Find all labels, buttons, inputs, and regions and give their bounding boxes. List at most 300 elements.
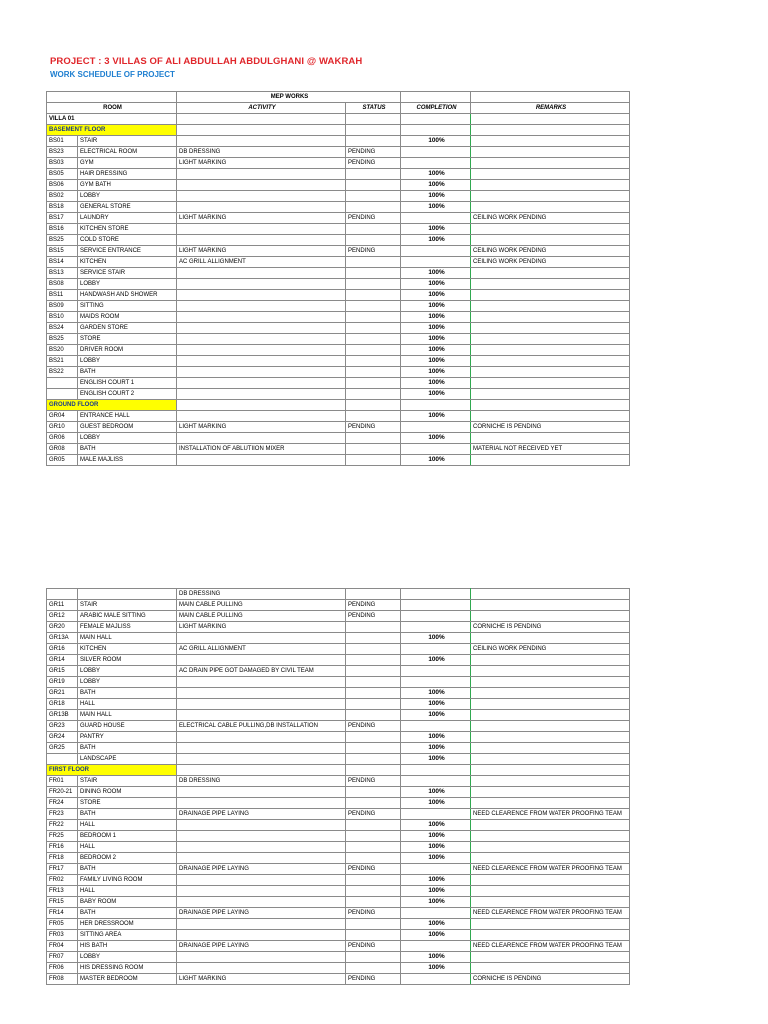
activity-cell: AC GRILL ALLIGNMENT bbox=[177, 644, 346, 655]
status-cell bbox=[346, 180, 401, 191]
status-cell bbox=[346, 268, 401, 279]
completion-cell bbox=[401, 644, 471, 655]
activity-cell bbox=[177, 677, 346, 688]
villa-blank bbox=[177, 114, 346, 125]
table-row bbox=[47, 655, 630, 666]
room-name-cell: MAIN HALL bbox=[78, 710, 177, 721]
section-status-blank bbox=[346, 765, 401, 776]
remarks-cell bbox=[471, 589, 630, 600]
activity-cell bbox=[177, 378, 346, 389]
room-code-cell: GR15 bbox=[47, 666, 78, 677]
completion-cell bbox=[401, 864, 471, 875]
room-name-cell: LOBBY bbox=[78, 677, 177, 688]
room-name-cell bbox=[78, 589, 177, 600]
status-cell: PENDING bbox=[346, 908, 401, 919]
room-code-cell: BS01 bbox=[47, 136, 78, 147]
status-cell bbox=[346, 345, 401, 356]
table-row bbox=[47, 600, 630, 611]
status-cell bbox=[346, 743, 401, 754]
room-code-cell: BS24 bbox=[47, 323, 78, 334]
remarks-cell bbox=[471, 699, 630, 710]
activity-cell bbox=[177, 334, 346, 345]
table-row bbox=[47, 290, 630, 301]
room-code-cell: FR04 bbox=[47, 941, 78, 952]
room-name-cell: ELECTRICAL ROOM bbox=[78, 147, 177, 158]
status-cell: PENDING bbox=[346, 158, 401, 169]
completion-cell bbox=[401, 677, 471, 688]
status-cell bbox=[346, 444, 401, 455]
table-row bbox=[47, 963, 630, 974]
activity-cell bbox=[177, 290, 346, 301]
remarks-cell bbox=[471, 455, 630, 466]
activity-cell bbox=[177, 312, 346, 323]
completion-cell bbox=[401, 809, 471, 820]
status-cell bbox=[346, 290, 401, 301]
room-code-cell: BS06 bbox=[47, 180, 78, 191]
room-name-cell: BATH bbox=[78, 444, 177, 455]
completion-cell: 100% bbox=[401, 930, 471, 941]
table-row bbox=[47, 611, 630, 622]
room-name-cell: LAUNDRY bbox=[78, 213, 177, 224]
table-row bbox=[47, 147, 630, 158]
completion-cell bbox=[401, 158, 471, 169]
status-column-header: STATUS bbox=[346, 103, 401, 114]
activity-cell: MAIN CABLE PULLING bbox=[177, 600, 346, 611]
mep-header-row bbox=[47, 92, 630, 103]
remarks-cell bbox=[471, 312, 630, 323]
remarks-cell bbox=[471, 919, 630, 930]
activity-cell bbox=[177, 389, 346, 400]
status-cell: PENDING bbox=[346, 147, 401, 158]
room-name-cell: LOBBY bbox=[78, 666, 177, 677]
status-cell bbox=[346, 411, 401, 422]
activity-cell bbox=[177, 875, 346, 886]
room-name-cell: GYM BATH bbox=[78, 180, 177, 191]
status-cell bbox=[346, 356, 401, 367]
status-cell bbox=[346, 787, 401, 798]
status-cell bbox=[346, 699, 401, 710]
activity-cell: INSTALLATION OF ABLUTIION MIXER bbox=[177, 444, 346, 455]
room-name-cell: SILVER ROOM bbox=[78, 655, 177, 666]
room-name-cell: BATH bbox=[78, 367, 177, 378]
remarks-cell bbox=[471, 334, 630, 345]
completion-cell: 100% bbox=[401, 787, 471, 798]
table-row bbox=[47, 820, 630, 831]
remarks-cell: CORNICHE IS PENDING bbox=[471, 974, 630, 985]
status-cell: PENDING bbox=[346, 864, 401, 875]
completion-cell bbox=[401, 147, 471, 158]
table-row bbox=[47, 202, 630, 213]
remarks-cell bbox=[471, 952, 630, 963]
activity-cell bbox=[177, 754, 346, 765]
table-row bbox=[47, 422, 630, 433]
activity-cell bbox=[177, 919, 346, 930]
floor-section-row bbox=[47, 765, 630, 776]
completion-cell: 100% bbox=[401, 842, 471, 853]
completion-cell: 100% bbox=[401, 224, 471, 235]
completion-cell bbox=[401, 600, 471, 611]
completion-cell bbox=[401, 444, 471, 455]
floor-section-row bbox=[47, 400, 630, 411]
activity-cell bbox=[177, 301, 346, 312]
activity-cell bbox=[177, 455, 346, 466]
activity-cell bbox=[177, 279, 346, 290]
activity-cell: LIGHT MARKING bbox=[177, 246, 346, 257]
floor-section-label: BASEMENT FLOOR bbox=[47, 125, 177, 136]
room-code-cell: BS20 bbox=[47, 345, 78, 356]
activity-cell bbox=[177, 356, 346, 367]
floor-section-row bbox=[47, 125, 630, 136]
remarks-cell bbox=[471, 433, 630, 444]
project-title: PROJECT : 3 VILLAS OF ALI ABDULLAH ABDULGHANI @ WAKRAH bbox=[50, 56, 363, 67]
status-cell bbox=[346, 875, 401, 886]
remarks-cell bbox=[471, 202, 630, 213]
completion-cell bbox=[401, 589, 471, 600]
room-code-cell: GR20 bbox=[47, 622, 78, 633]
activity-cell: DRAINAGE PIPE LAYING bbox=[177, 908, 346, 919]
table-row bbox=[47, 411, 630, 422]
completion-cell: 100% bbox=[401, 699, 471, 710]
room-name-cell: DRIVER ROOM bbox=[78, 345, 177, 356]
activity-cell: DB DRESSING bbox=[177, 147, 346, 158]
room-name-cell: LOBBY bbox=[78, 279, 177, 290]
activity-cell bbox=[177, 732, 346, 743]
completion-cell: 100% bbox=[401, 732, 471, 743]
remarks-cell bbox=[471, 147, 630, 158]
room-code-cell: GR05 bbox=[47, 455, 78, 466]
remarks-cell bbox=[471, 356, 630, 367]
table-row bbox=[47, 367, 630, 378]
room-name-cell: ENTRANCE HALL bbox=[78, 411, 177, 422]
room-name-cell: HIS DRESSING ROOM bbox=[78, 963, 177, 974]
status-cell bbox=[346, 589, 401, 600]
status-cell bbox=[346, 191, 401, 202]
status-cell bbox=[346, 820, 401, 831]
room-name-cell: ARABIC MALE SITTING bbox=[78, 611, 177, 622]
status-cell bbox=[346, 644, 401, 655]
room-code-cell: BS14 bbox=[47, 257, 78, 268]
activity-cell: LIGHT MARKING bbox=[177, 974, 346, 985]
room-name-cell: GENERAL STORE bbox=[78, 202, 177, 213]
room-name-cell: LOBBY bbox=[78, 191, 177, 202]
completion-cell: 100% bbox=[401, 952, 471, 963]
room-name-cell: KITCHEN bbox=[78, 257, 177, 268]
remarks-cell bbox=[471, 842, 630, 853]
room-name-cell: STAIR bbox=[78, 136, 177, 147]
room-code-cell: GR14 bbox=[47, 655, 78, 666]
remarks-cell bbox=[471, 743, 630, 754]
table-row bbox=[47, 798, 630, 809]
room-code-cell: GR04 bbox=[47, 411, 78, 422]
section-remarks-blank bbox=[471, 765, 630, 776]
room-code-cell: GR11 bbox=[47, 600, 78, 611]
remarks-cell bbox=[471, 831, 630, 842]
completion-cell: 100% bbox=[401, 886, 471, 897]
activity-cell bbox=[177, 345, 346, 356]
remarks-cell bbox=[471, 963, 630, 974]
table-row bbox=[47, 191, 630, 202]
remarks-cell bbox=[471, 798, 630, 809]
completion-cell: 100% bbox=[401, 136, 471, 147]
room-code-cell: BS25 bbox=[47, 235, 78, 246]
room-code-cell: BS18 bbox=[47, 202, 78, 213]
status-cell: PENDING bbox=[346, 600, 401, 611]
room-name-cell: BABY ROOM bbox=[78, 897, 177, 908]
room-code-cell: GR23 bbox=[47, 721, 78, 732]
room-name-cell: STAIR bbox=[78, 600, 177, 611]
status-cell bbox=[346, 334, 401, 345]
completion-cell: 100% bbox=[401, 180, 471, 191]
remarks-cell bbox=[471, 279, 630, 290]
completion-cell: 100% bbox=[401, 853, 471, 864]
room-code-cell: FR22 bbox=[47, 820, 78, 831]
table-row bbox=[47, 312, 630, 323]
table-row bbox=[47, 930, 630, 941]
room-name-cell: SERVICE ENTRANCE bbox=[78, 246, 177, 257]
activity-cell bbox=[177, 411, 346, 422]
room-code-cell: BS02 bbox=[47, 191, 78, 202]
status-cell bbox=[346, 323, 401, 334]
section-completion-blank bbox=[401, 400, 471, 411]
remarks-cell: CEILING WORK PENDING bbox=[471, 257, 630, 268]
remarks-cell bbox=[471, 875, 630, 886]
room-name-cell: ENGLISH COURT 1 bbox=[78, 378, 177, 389]
table-row bbox=[47, 169, 630, 180]
status-cell: PENDING bbox=[346, 611, 401, 622]
table-row bbox=[47, 721, 630, 732]
status-cell bbox=[346, 169, 401, 180]
status-cell bbox=[346, 301, 401, 312]
completion-cell bbox=[401, 776, 471, 787]
room-code-cell: GR13A bbox=[47, 633, 78, 644]
remarks-column-header: REMARKS bbox=[471, 103, 630, 114]
completion-cell: 100% bbox=[401, 798, 471, 809]
remarks-cell bbox=[471, 136, 630, 147]
room-name-cell: HALL bbox=[78, 699, 177, 710]
status-cell bbox=[346, 666, 401, 677]
status-cell bbox=[346, 754, 401, 765]
room-code-cell: GR21 bbox=[47, 688, 78, 699]
room-code-cell: GR06 bbox=[47, 433, 78, 444]
floor-section-label: GROUND FLOOR bbox=[47, 400, 177, 411]
room-name-cell: BATH bbox=[78, 743, 177, 754]
completion-cell: 100% bbox=[401, 290, 471, 301]
activity-cell bbox=[177, 323, 346, 334]
activity-cell bbox=[177, 169, 346, 180]
completion-cell: 100% bbox=[401, 389, 471, 400]
status-cell: PENDING bbox=[346, 213, 401, 224]
completion-cell: 100% bbox=[401, 754, 471, 765]
mep-header-blank bbox=[401, 92, 471, 103]
remarks-cell bbox=[471, 290, 630, 301]
table-row bbox=[47, 919, 630, 930]
schedule-table-top-body bbox=[47, 92, 630, 466]
activity-cell bbox=[177, 897, 346, 908]
room-code-cell: FR13 bbox=[47, 886, 78, 897]
activity-cell: AC DRAIN PIPE GOT DAMAGED BY CIVIL TEAM bbox=[177, 666, 346, 677]
activity-cell: DB DRESSING bbox=[177, 776, 346, 787]
remarks-cell bbox=[471, 754, 630, 765]
activity-cell bbox=[177, 842, 346, 853]
section-completion-blank bbox=[401, 765, 471, 776]
completion-cell: 100% bbox=[401, 279, 471, 290]
remarks-cell bbox=[471, 666, 630, 677]
activity-cell bbox=[177, 952, 346, 963]
villa-blank bbox=[346, 114, 401, 125]
status-cell: PENDING bbox=[346, 941, 401, 952]
table-row bbox=[47, 279, 630, 290]
completion-cell bbox=[401, 622, 471, 633]
status-cell bbox=[346, 655, 401, 666]
section-status-blank bbox=[346, 400, 401, 411]
room-code-cell: FR03 bbox=[47, 930, 78, 941]
status-cell bbox=[346, 853, 401, 864]
room-name-cell: ENGLISH COURT 2 bbox=[78, 389, 177, 400]
completion-cell: 100% bbox=[401, 169, 471, 180]
room-name-cell: KITCHEN STORE bbox=[78, 224, 177, 235]
remarks-cell bbox=[471, 367, 630, 378]
section-activity-blank bbox=[177, 765, 346, 776]
room-name-cell: GUEST BEDROOM bbox=[78, 422, 177, 433]
room-code-cell: BS22 bbox=[47, 367, 78, 378]
status-cell bbox=[346, 688, 401, 699]
status-cell bbox=[346, 389, 401, 400]
table-row bbox=[47, 224, 630, 235]
room-code-cell: FR05 bbox=[47, 919, 78, 930]
remarks-cell: NEED CLEARENCE FROM WATER PROOFING TEAM bbox=[471, 941, 630, 952]
status-cell bbox=[346, 202, 401, 213]
activity-cell: DRAINAGE PIPE LAYING bbox=[177, 809, 346, 820]
status-cell bbox=[346, 886, 401, 897]
room-code-cell: BS17 bbox=[47, 213, 78, 224]
activity-cell: AC GRILL ALLIGNMENT bbox=[177, 257, 346, 268]
status-cell bbox=[346, 378, 401, 389]
room-name-cell: BATH bbox=[78, 688, 177, 699]
completion-cell bbox=[401, 246, 471, 257]
room-code-cell: BS10 bbox=[47, 312, 78, 323]
completion-cell: 100% bbox=[401, 919, 471, 930]
status-cell bbox=[346, 930, 401, 941]
activity-cell bbox=[177, 886, 346, 897]
villa-blank bbox=[401, 114, 471, 125]
room-code-cell: BS13 bbox=[47, 268, 78, 279]
table-row bbox=[47, 688, 630, 699]
room-code-cell: GR12 bbox=[47, 611, 78, 622]
mep-header-blank bbox=[471, 92, 630, 103]
activity-cell: LIGHT MARKING bbox=[177, 158, 346, 169]
activity-cell bbox=[177, 633, 346, 644]
section-remarks-blank bbox=[471, 125, 630, 136]
completion-cell bbox=[401, 908, 471, 919]
activity-cell: LIGHT MARKING bbox=[177, 622, 346, 633]
completion-cell: 100% bbox=[401, 202, 471, 213]
table-row bbox=[47, 246, 630, 257]
status-cell bbox=[346, 622, 401, 633]
table-row bbox=[47, 455, 630, 466]
activity-cell bbox=[177, 831, 346, 842]
status-cell bbox=[346, 831, 401, 842]
section-completion-blank bbox=[401, 125, 471, 136]
room-code-cell: FR02 bbox=[47, 875, 78, 886]
table-row bbox=[47, 666, 630, 677]
remarks-cell bbox=[471, 930, 630, 941]
activity-cell bbox=[177, 688, 346, 699]
remarks-cell: NEED CLEARENCE FROM WATER PROOFING TEAM bbox=[471, 809, 630, 820]
table-row bbox=[47, 345, 630, 356]
remarks-cell: CORNICHE IS PENDING bbox=[471, 422, 630, 433]
table-row bbox=[47, 776, 630, 787]
remarks-cell bbox=[471, 378, 630, 389]
remarks-cell bbox=[471, 688, 630, 699]
table-row bbox=[47, 389, 630, 400]
table-row bbox=[47, 334, 630, 345]
room-name-cell: GYM bbox=[78, 158, 177, 169]
table-row bbox=[47, 875, 630, 886]
mep-works-header: MEP WORKS bbox=[177, 92, 401, 103]
room-name-cell: FEMALE MAJLISS bbox=[78, 622, 177, 633]
remarks-cell bbox=[471, 853, 630, 864]
status-cell bbox=[346, 963, 401, 974]
completion-cell: 100% bbox=[401, 312, 471, 323]
completion-cell bbox=[401, 666, 471, 677]
table-row bbox=[47, 974, 630, 985]
room-code-cell: FR01 bbox=[47, 776, 78, 787]
table-row bbox=[47, 897, 630, 908]
remarks-cell: NEED CLEARENCE FROM WATER PROOFING TEAM bbox=[471, 864, 630, 875]
room-code-cell bbox=[47, 389, 78, 400]
remarks-cell bbox=[471, 235, 630, 246]
schedule-table-bottom-body bbox=[47, 589, 630, 985]
status-cell: PENDING bbox=[346, 246, 401, 257]
completion-cell: 100% bbox=[401, 334, 471, 345]
room-code-cell: GR08 bbox=[47, 444, 78, 455]
room-code-cell bbox=[47, 589, 78, 600]
table-row bbox=[47, 941, 630, 952]
activity-cell bbox=[177, 710, 346, 721]
remarks-cell bbox=[471, 886, 630, 897]
status-cell bbox=[346, 136, 401, 147]
status-cell bbox=[346, 842, 401, 853]
status-cell bbox=[346, 224, 401, 235]
completion-cell: 100% bbox=[401, 235, 471, 246]
remarks-cell bbox=[471, 600, 630, 611]
project-subtitle: WORK SCHEDULE OF PROJECT bbox=[50, 70, 175, 79]
table-row bbox=[47, 323, 630, 334]
room-code-cell: FR14 bbox=[47, 908, 78, 919]
villa-blank bbox=[471, 114, 630, 125]
table-row bbox=[47, 356, 630, 367]
activity-cell bbox=[177, 655, 346, 666]
completion-cell: 100% bbox=[401, 688, 471, 699]
table-row bbox=[47, 444, 630, 455]
table-row bbox=[47, 908, 630, 919]
room-code-cell: BS05 bbox=[47, 169, 78, 180]
completion-column-header: COMPLETION bbox=[401, 103, 471, 114]
room-name-cell: SITTING bbox=[78, 301, 177, 312]
room-code-cell: FR17 bbox=[47, 864, 78, 875]
room-name-cell: GUARD HOUSE bbox=[78, 721, 177, 732]
completion-cell: 100% bbox=[401, 268, 471, 279]
table-row bbox=[47, 257, 630, 268]
status-cell bbox=[346, 677, 401, 688]
completion-cell: 100% bbox=[401, 323, 471, 334]
room-code-cell: BS25 bbox=[47, 334, 78, 345]
room-name-cell: FAMILY LIVING ROOM bbox=[78, 875, 177, 886]
room-name-cell: LOBBY bbox=[78, 433, 177, 444]
room-name-cell: HALL bbox=[78, 842, 177, 853]
status-cell bbox=[346, 919, 401, 930]
section-remarks-blank bbox=[471, 400, 630, 411]
